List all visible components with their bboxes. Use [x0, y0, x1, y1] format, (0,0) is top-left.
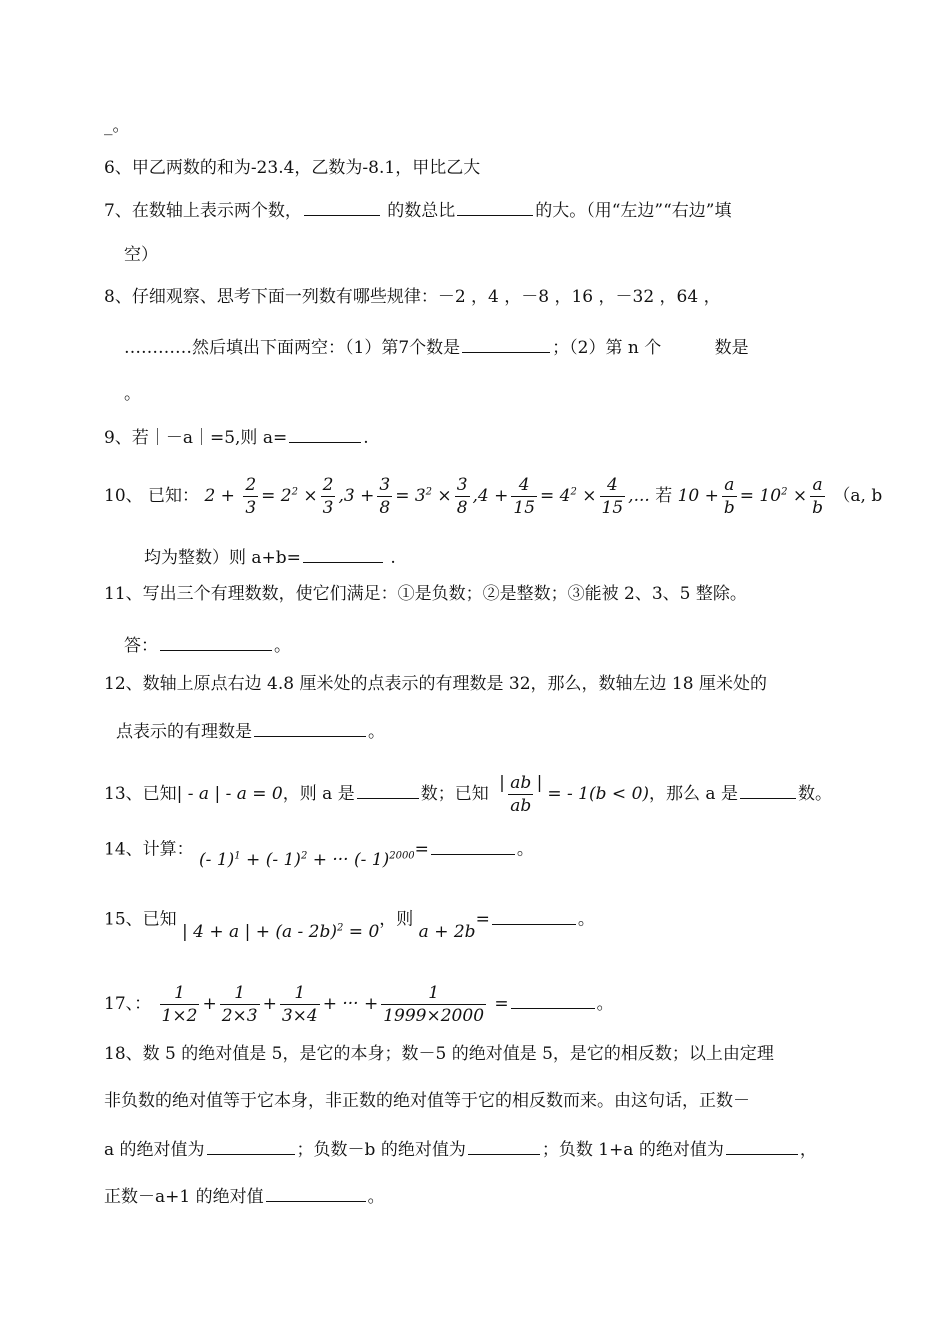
question-18-line2: 非负数的绝对值等于它本身，非正数的绝对值等于它的相反数而来。由这句话，正数－ — [104, 1091, 750, 1111]
q10-text-a: 10、 已知： — [104, 486, 200, 506]
q14-text-b: = — [414, 839, 429, 860]
q8-text-c: ；（2）第 n 个 — [552, 338, 662, 358]
q18-blank-1[interactable] — [207, 1136, 295, 1155]
question-17 — [104, 982, 614, 1027]
q10-text-c: （a, b — [833, 486, 883, 506]
question-14 — [104, 834, 534, 870]
q14-text-c: 。 — [516, 839, 534, 860]
q7-blank-1[interactable] — [304, 197, 380, 216]
q15-blank[interactable] — [492, 906, 576, 925]
question-6: 6、甲乙两数的和为-23.4，乙数为-8.1，甲比乙大 — [104, 158, 481, 178]
q13-expression-2: $\frac{| ab |}{ab}$ = - 1(b < 0) — [499, 773, 650, 816]
q14-blank[interactable] — [431, 836, 515, 855]
q14-text-a: 14、计算： — [104, 839, 194, 860]
q7-blank-2[interactable] — [457, 197, 533, 216]
q13-expression-1: | - a | - a = 0 — [176, 784, 283, 804]
q10-text-b: 若 — [655, 486, 673, 506]
q13-blank-2[interactable] — [740, 780, 796, 799]
q10-expression: 2 + $\frac{2}{3}$ = $2^2$ × $\frac{2}{3}$ ,3 + $\frac{3}{8}$ = $3^2$ × $\frac{3}{8}$ ,4 + $\frac{4}{15}$ = $4^2$ × $\frac{4}{15}$ ,... — [204, 475, 656, 518]
q18-text-g: 正数－a+1 的绝对值 — [104, 1187, 264, 1207]
question-7-cont: 空） — [124, 245, 158, 265]
q8-blank-1[interactable] — [462, 334, 550, 353]
q15-text-b: ，则 — [379, 909, 414, 930]
q12-text-c: 。 — [368, 722, 385, 742]
q13-text-d: ，那么 a 是 — [649, 784, 738, 804]
q9-text-b: . — [363, 428, 369, 448]
q8-text-b: …………然后填出下面两空：（1）第7个数是 — [124, 338, 461, 358]
q9-blank[interactable] — [289, 424, 361, 443]
q17-expression: $\frac{1}{1\times 2}$ + $\frac{1}{2\times 3}$ + $\frac{1}{3\times 4}$ + ··· + $\frac{1}{1999\times 2000}$ — [161, 983, 485, 1026]
q12-blank[interactable] — [254, 718, 366, 737]
question-15 — [104, 904, 595, 942]
q15-text-a: 15、已知 — [104, 909, 177, 930]
q13-text-e: 数。 — [797, 784, 832, 804]
q17-text-b: = — [494, 994, 509, 1014]
q11-text-c: 。 — [274, 636, 291, 656]
q18-blank-3[interactable] — [726, 1136, 798, 1155]
q7-text-b: 的数总比 — [387, 201, 456, 221]
q17-text-a: 17、： — [104, 994, 152, 1014]
question-11-answer — [124, 632, 291, 658]
q13-text-b: ，则 a 是 — [282, 784, 355, 804]
q7-text-a: 7、在数轴上表示两个数， — [104, 201, 302, 221]
q15-expression: | 4 + a | + (a - 2b)$^2$ = 0 — [182, 921, 380, 942]
q15-text-c: = — [475, 909, 490, 930]
question-10-cont — [144, 544, 396, 570]
q7-text-c: 的大。（用“左边”“右边”填 — [535, 201, 732, 221]
q15-target: a + 2b — [418, 921, 476, 942]
question-9 — [104, 424, 369, 450]
q10-blank[interactable] — [303, 544, 383, 563]
question-18: 18、数 5 的绝对值是 5，是它的本身；数－5 的绝对值是 5，是它的相反数；以上由定理 — [104, 1044, 774, 1064]
line-fragment: _。 — [104, 116, 130, 136]
q12-text-b: 点表示的有理数是 — [116, 722, 252, 742]
question-8-end: 。 — [124, 384, 141, 404]
q18-text-e: ；负数 1+a 的绝对值为 — [541, 1140, 724, 1160]
q9-text-a: 9、若｜－a｜=5,则 a= — [104, 428, 288, 448]
question-13 — [104, 772, 832, 817]
q15-text-d: 。 — [577, 909, 595, 930]
q11-blank[interactable] — [160, 632, 272, 651]
q18-blank-4[interactable] — [266, 1183, 366, 1202]
question-7 — [104, 197, 732, 223]
question-8: 8、仔细观察、思考下面一列数有哪些规律：－2 ，4 ，－8 ，16 ，－32 ，64 ， — [104, 287, 721, 307]
question-18-line4 — [104, 1183, 385, 1209]
q11-text-b: 答： — [124, 636, 158, 656]
question-12-cont — [116, 718, 385, 744]
q13-text-c: 数；已知 — [420, 784, 489, 804]
q18-blank-2[interactable] — [468, 1136, 540, 1155]
question-18-line3 — [104, 1136, 817, 1162]
q14-expression: (- 1)$^1$ + (- 1)$^2$ + ··· (- 1)$^{2000}$ — [199, 849, 415, 870]
q18-text-c: a 的绝对值为 — [104, 1140, 205, 1160]
q8-text-d: 数是 — [714, 338, 749, 358]
question-8-cont — [124, 334, 749, 360]
q17-blank[interactable] — [511, 990, 595, 1009]
q10-text-e: . — [390, 548, 396, 568]
q13-blank-1[interactable] — [357, 780, 419, 799]
question-10 — [104, 474, 882, 519]
q18-text-d: ；负数－b 的绝对值为 — [296, 1140, 466, 1160]
q10-text-d: 均为整数）则 a+b= — [144, 548, 301, 568]
q13-text-a: 13、已知 — [104, 784, 177, 804]
q17-text-c: 。 — [596, 994, 614, 1014]
q10-condition: 10 + $\frac{a}{b}$ = $10^2$ × $\frac{a}{b}$ — [677, 475, 823, 518]
question-12: 12、数轴上原点右边 4.8 厘米处的点表示的有理数是 32，那么，数轴左边 18 厘米处的 — [104, 674, 767, 694]
question-11: 11、写出三个有理数数，使它们满足：①是负数；②是整数；③能被 2、3、5 整除。 — [104, 584, 747, 604]
q18-text-h: 。 — [367, 1187, 385, 1207]
q18-text-f: ， — [799, 1140, 817, 1160]
